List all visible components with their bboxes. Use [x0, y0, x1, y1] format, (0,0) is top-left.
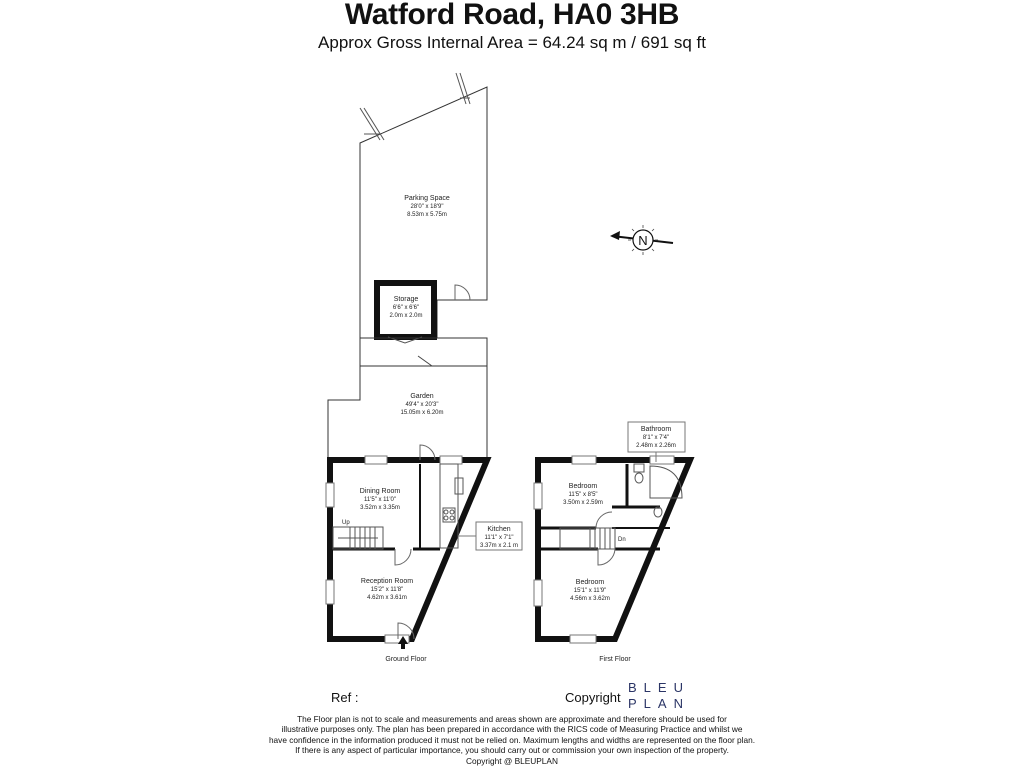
storage-metric: 2.0m x 2.0m — [389, 313, 423, 319]
disclaimer-line-3: have confidence in the information produced it must not be relied on. Maximum lengths and widths are represented on the floor plan. — [268, 734, 756, 745]
logo-line-2: PLAN — [628, 696, 690, 711]
ground-floor-plan — [326, 445, 487, 649]
bedroom2-imperial: 15'1" x 11'9" — [573, 588, 607, 594]
garden-area — [328, 338, 487, 460]
stairs-down-label: Dn — [618, 537, 626, 543]
area-subtitle: Approx Gross Internal Area = 64.24 sq m / 691 sq ft — [318, 33, 706, 52]
first-floor-label: First Floor — [599, 656, 631, 663]
disclaimer-line-4: If there is any aspect of particular importance, you should carry out or commission your own inspection of the property. — [295, 745, 729, 756]
bedroom2-name: Bedroom — [575, 579, 605, 586]
logo-line-1: BLEU — [628, 680, 690, 695]
garden-name: Garden — [410, 393, 434, 400]
garden-imperial: 49'4" x 20'3" — [405, 402, 439, 408]
disclaimer-line-5: Copyright @ BLEUPLAN — [466, 755, 558, 766]
page-title: Watford Road, HA0 3HB — [344, 0, 680, 31]
bathroom-imperial: 8'1" x 7'4" — [642, 435, 670, 441]
storage-name: Storage — [393, 296, 419, 303]
bathroom-name: Bathroom — [640, 426, 672, 433]
bleuplan-logo — [628, 680, 698, 712]
storage-imperial: 6'6" x 6'6" — [392, 305, 420, 311]
ground-floor-label: Ground Floor — [385, 656, 427, 663]
bedroom1-imperial: 11'5" x 8'5" — [568, 492, 598, 498]
kitchen-metric: 3.37m x 2.1 m — [479, 543, 519, 549]
bedroom2-metric: 4.56m x 3.62m — [570, 596, 610, 602]
bedroom1-metric: 3.50m x 2.59m — [563, 500, 603, 506]
reception-imperial: 15'2" x 11'8" — [370, 587, 404, 593]
copyright-label: Copyright — [565, 690, 621, 705]
first-floor-plan — [534, 456, 690, 643]
dining-name: Dining Room — [359, 488, 401, 495]
disclaimer-line-1: The Floor plan is not to scale and measurements and areas shown are approximate and therefore should be used for — [297, 714, 727, 724]
bathroom-metric: 2.48m x 2.26m — [636, 443, 676, 449]
parking-imperial: 28'0" x 18'9" — [410, 204, 444, 210]
reception-metric: 4.62m x 3.61m — [367, 595, 407, 601]
disclaimer-line-2: illustrative purposes only. The plan has been prepared in accordance with the RICS code of Measuring Practice and whilst we — [281, 724, 743, 735]
compass-letter: N — [638, 233, 648, 248]
bedroom1-name: Bedroom — [568, 483, 598, 490]
disclaimer — [252, 714, 772, 766]
parking-metric: 8.53m x 5.75m — [407, 212, 447, 218]
dining-imperial: 11'5" x 11'0" — [363, 497, 397, 503]
reception-name: Reception Room — [360, 578, 414, 585]
kitchen-imperial: 11'1" x 7'1" — [484, 535, 514, 541]
garden-metric: 15.05m x 6.20m — [400, 410, 444, 416]
kitchen-name: Kitchen — [487, 526, 511, 533]
dining-metric: 3.52m x 3.35m — [360, 505, 400, 511]
ref-label: Ref : — [331, 690, 359, 705]
stairs-up-label: Up — [342, 520, 350, 526]
parking-name: Parking Space — [404, 195, 450, 202]
